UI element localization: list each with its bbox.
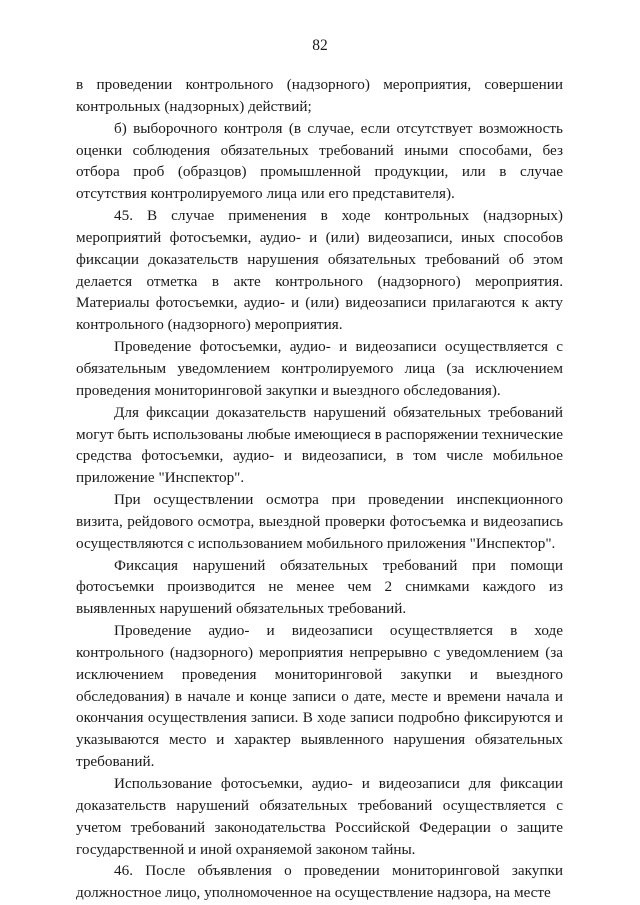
paragraph-45-technical-means: Для фиксации доказательств нарушений обязательных требований могут быть использованы любые имеющиеся в распоряжении технические средства фотосъемки, аудио- и видеозаписи, в том числе мобильное приложение "Инспектор". [76, 403, 564, 487]
paragraph-45-inspector-app: При осуществлении осмотра при проведении инспекционного визита, рейдового осмотра, выездной проверки фотосъемка и видеозапись осуществляются с использованием мобильного приложения "Инспектор". [76, 491, 563, 552]
paragraph-45-photo-count: Фиксация нарушений обязательных требований при помощи фотосъемки производится не менее чем 2 снимками каждого из выявленных нарушений обязательных требований. [76, 556, 563, 618]
page-number: 82 [312, 37, 328, 54]
paragraph-item-b: б) выборочного контроля (в случае, если отсутствует возможность оценки соблюдения обязательных требований иными способами, без отбора проб (образцов) промышленной продукции, или в случае отсутствия контролируемого лица или его представителя). [76, 119, 563, 203]
paragraph-45-legislation: Использование фотосъемки, аудио- и видеозаписи для фиксации доказательств нарушений обязательных требований осуществляется с учетом требований законодательства Российской Федерации о защите государственной и иной охраняемой законом тайны. [76, 775, 563, 858]
document-body [76, 74, 563, 904]
paragraph-continuation: в проведении контрольного (надзорного) мероприятия, совершении контрольных (надзорных) действий; [76, 76, 563, 115]
paragraph-45-recording: Проведение аудио- и видеозаписи осуществляется в ходе контрольного (надзорного) мероприятия непрерывно с уведомлением (за исключением проведения мониторинговой закупки и выездного обследования) в начале и конце записи о дате, месте и времени начала и окончания осуществления записи. В ходе записи подробно фиксируются и указываются место и характер выявленного нарушения обязательных требований. [76, 622, 563, 771]
paragraph-46: 46. После объявления о проведении мониторинговой закупки должностное лицо, уполномоченное на осуществление надзора, на месте [76, 862, 563, 902]
paragraph-45-notification: Проведение фотосъемки, аудио- и видеозаписи осуществляется с обязательным уведомлением контролируемого лица (за исключением проведения мониторинговой закупки и выездного обследования). [76, 338, 563, 399]
paragraph-45: 45. В случае применения в ходе контрольных (надзорных) мероприятий фотосъемки, аудио- и (или) видеозаписи, иных способов фиксации доказательств нарушения обязательных требований об этом делается отметка в акте контрольного (надзорного) мероприятия. Материалы фотосъемки, аудио- и (или) видеозаписи прилагаются к акту контрольного (надзорного) мероприятия. [76, 207, 563, 334]
